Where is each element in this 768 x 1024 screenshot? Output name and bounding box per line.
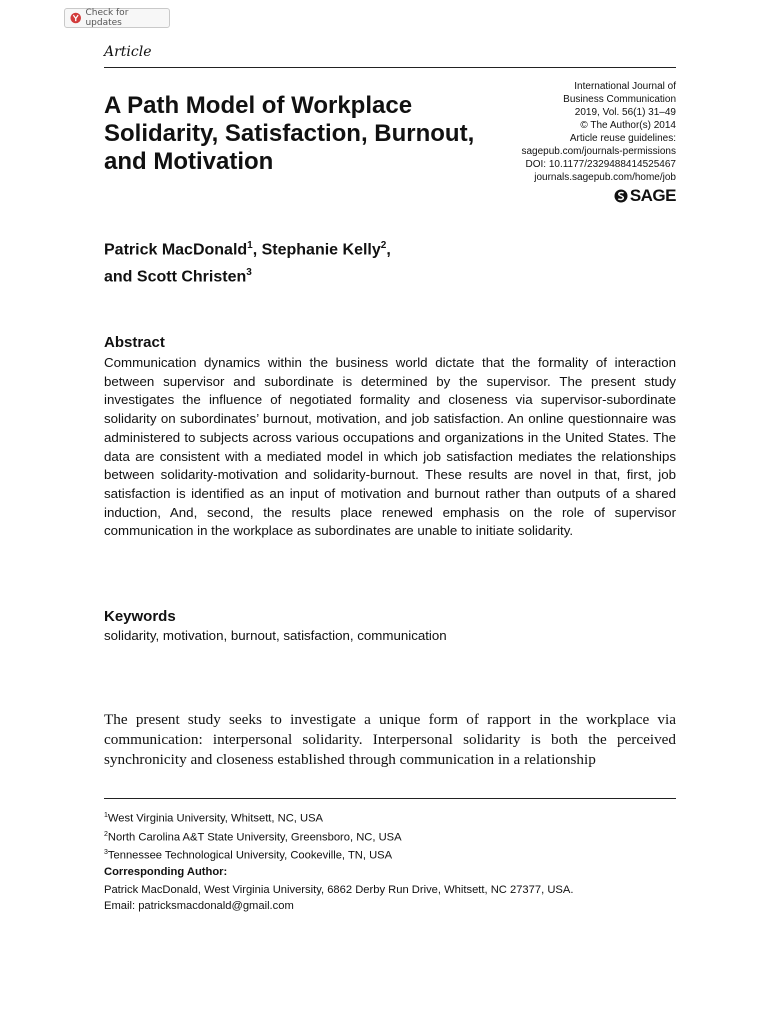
author-list: Patrick MacDonald$^1$, Stephanie Kelly$^2$, and Scott Christen$^3$ xyxy=(104,240,391,286)
check-for-updates-label: Check for updates xyxy=(85,8,129,28)
journal-info-line: © The Author(s) 2014 xyxy=(580,120,676,131)
affiliation-item: $^3$Tennessee Technological University, Cookeville, TN, USA xyxy=(104,849,393,863)
journal-info-line: Article reuse guidelines: xyxy=(569,133,676,144)
article-title: A Path Model of Workplace Solidarity, Satisfaction, Burnout, and Motivation xyxy=(104,92,475,175)
corresponding-email[interactable]: Email: patricksmacdonald@gmail.com xyxy=(104,900,294,912)
header-rule xyxy=(104,67,676,68)
article-type-label: Article xyxy=(104,44,152,60)
doi-link[interactable]: DOI: 10.1177/2329488414525467 xyxy=(525,159,676,170)
affiliation-item: $^2$North Carolina A&T State University, Greensboro, NC, USA xyxy=(104,830,402,844)
journal-info-line: 2019, Vol. 56(1) 31–49 xyxy=(574,107,676,118)
author-name: Stephanie Kelly xyxy=(261,241,381,259)
journal-home-link[interactable]: journals.sagepub.com/home/job xyxy=(534,172,676,183)
corresponding-address: Patrick MacDonald, West Virginia University, 6862 Derby Run Drive, Whitsett, NC 27377, USA. xyxy=(104,884,574,896)
journal-info-line: International Journal of xyxy=(574,81,676,92)
sage-s-icon xyxy=(614,189,628,203)
body-paragraph: The present study seeks to investigate a unique form of rapport in the workplace via communication: interpersonal solidarity. Interpersonal solidarity is both the perceived synchronicity and closeness established through communication in a relationship xyxy=(104,711,676,768)
permissions-link[interactable]: sagepub.com/journals-permissions xyxy=(521,146,676,157)
sage-logo xyxy=(614,186,676,206)
keywords-text: solidarity, motivation, burnout, satisfaction, communication xyxy=(104,628,447,643)
abstract-text: Communication dynamics within the business world dictate that the formality of interaction between supervisor and subordinate is determined by the supervisor. The present study investigates the influence of negotiated formality and closeness via supervisor-subordinate solidarity on subordinates’ burnout, motivation, and job satisfaction. An online questionnaire was administered to subjects across various occupations and organizations in the United States. The data are consistent with a mediated model in which job satisfaction mediates the relationships between solidarity-motivation and solidarity-burnout. These results are novel in that, first, job satisfaction is identified as an input of motivation and burnout rather than outputs of a shared induction, And, second, the results place renewed emphasis on the role of supervisor communication in the workplace as subordinates are unable to initiate solidarity. xyxy=(104,355,676,539)
author-affil-mark: 2 xyxy=(380,240,387,251)
author-name: Patrick MacDonald xyxy=(104,241,248,259)
check-for-updates-button[interactable] xyxy=(64,8,170,28)
author-affil-mark: 3 xyxy=(246,267,252,279)
corresponding-author-details xyxy=(104,882,573,914)
author-name: Scott Christen xyxy=(136,268,247,286)
affiliations xyxy=(104,808,402,864)
footnote-rule xyxy=(104,798,676,799)
sage-logo-text: SAGE xyxy=(629,186,676,205)
journal-info xyxy=(521,80,676,184)
crossmark-icon xyxy=(70,12,81,24)
affiliation-item: $^1$West Virginia University, Whitsett, NC, USA xyxy=(104,812,324,825)
corresponding-author-heading: Corresponding Author: xyxy=(104,866,228,878)
journal-info-line: Business Communication xyxy=(563,94,676,105)
abstract-heading: Abstract xyxy=(104,334,165,351)
author-affil-mark: 1 xyxy=(247,240,253,251)
keywords-heading: Keywords xyxy=(104,608,176,625)
